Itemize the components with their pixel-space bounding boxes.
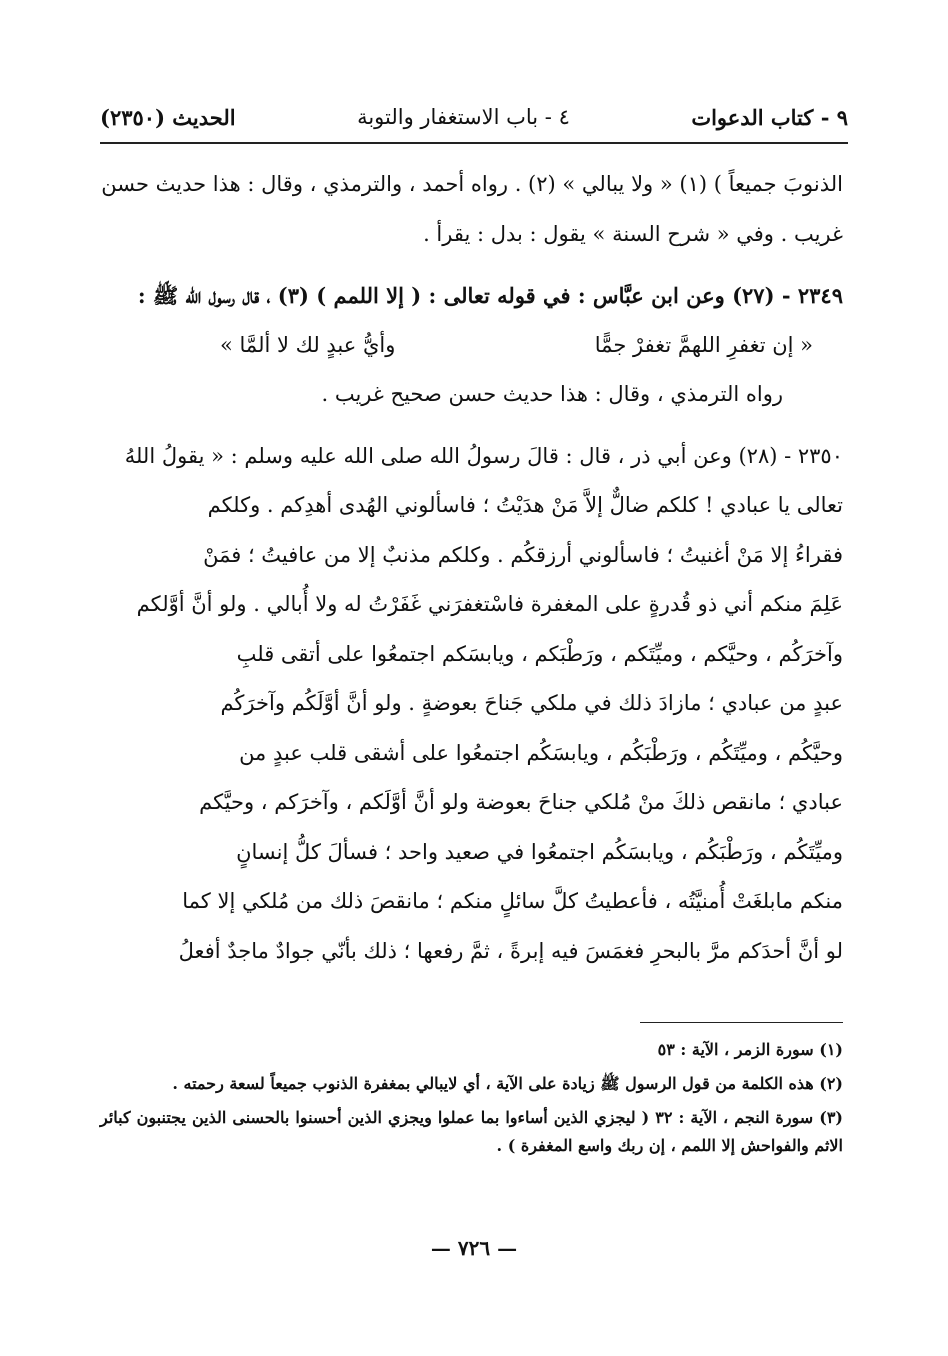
footnote: (٢) هذه الكلمة من قول الرسول ﷺ زيادة على الآية ، أي لايبالي بمغفرة الذنوب جميعاً لسعة رحمته .	[172, 1074, 843, 1093]
chapter-title: ٤ - باب الاستغفار والتوبة	[357, 105, 570, 129]
text-line: الذنوبَ جميعاً ) (١) « ولا يبالي » (٢) . رواه أحمد ، والترمذي ، وقال : هذا حديث حسن	[101, 172, 843, 196]
main-text	[100, 160, 843, 976]
verse-hemistich: وأيُّ عبدٍ لك لا ألمَّا »	[220, 332, 396, 357]
footnote: (١) سورة الزمر ، الآية : ٥٣	[657, 1040, 843, 1059]
text-line: غريب . وفي « شرح السنة » يقول : بدل : يقرأ .	[423, 221, 843, 246]
page-number: — ٧٢٦ —	[430, 1236, 518, 1260]
hadith-2350-line: وحيَّكُم ، وميِّتَكُم ، ورَطْبَكُم ، ويابسَكُم اجتمعُوا على أشقى قلب عبدٍ من	[239, 740, 843, 765]
hadith-2350-line: ٢٣٥٠ - (٢٨) وعن أبي ذر ، قال : قالَ رسولُ الله صلى الله عليه وسلم : « يقولُ اللهُ	[124, 443, 843, 468]
footnotes	[100, 1036, 843, 1166]
hadith-2350-line: لو أنَّ أحدَكم مرَّ بالبحرِ فغمَسَ فيه إبرةً ، ثمَّ رفعها ؛ ذلك بأنّي جوادٌ ماجدٌ أفعلُ	[178, 938, 843, 963]
poem-verse	[100, 321, 843, 371]
hadith-2350-line: وميِّتَكُم ، ورَطْبَكُم ، ويابسَكُم اجتمعُوا في صعيد واحد ؛ فسألَ كلُّ إنسانٍ	[236, 839, 843, 864]
book-title: ٩ - كتاب الدعوات	[691, 104, 848, 130]
hadith-2349-intro: ٢٣٤٩ - (٢٧) وعن ابن عبَّاس : في قوله تعالى : ( إلا اللمم ) (٣) ، قال رسول الله ﷺ :	[137, 283, 843, 308]
hadith-2349-source: رواه الترمذي ، وقال : هذا حديث حسن صحيح غريب .	[321, 382, 783, 406]
hadith-2350-line: منكم مابلغَتْ أُمنيَّتُه ، فأعطيتُ كلَّ سائلٍ منكم ؛ مانقصَ ذلك من مُلكي إلا كما	[182, 889, 843, 913]
hadith-2350-line: عبادي ؛ مانقص ذلكَ منْ مُلكي جناحَ بعوضة ولو أنَّ أوَّلَكم ، وآخرَكم ، وحيَّكم	[199, 790, 843, 814]
footnote: (٣) سورة النجم ، الآية : ٣٢ ( ليجزي الذين أساءوا بما عملوا ويجزي الذين أحسنوا بالحسنى الذين يجتنبون كبائر الاثم والفواحش إلا اللمم ، إن ربك واسع المغفرة ) .	[100, 1108, 843, 1155]
running-header	[100, 92, 848, 144]
footnote-divider	[640, 1022, 843, 1023]
hadith-reference: الحديث (٢٣٥٠)	[100, 104, 236, 130]
verse-hemistich: « إن تغفرِ اللهمَّ تغفرْ جمًّا	[594, 332, 813, 357]
hadith-2350-line: وآخرَكُم ، وحيَّكم ، وميِّتَكم ، ورَطْبَكم ، ويابسَكم اجتمعُوا على أتقى قلبِ	[236, 641, 843, 666]
hadith-2350-line: عَلِمَ منكم أني ذو قُدرةٍ على المغفرة فاسْتغفرَني غَفَرْتُ له ولا أُبالي . ولو أنَّ أوَّلكم	[136, 592, 843, 616]
hadith-2350-line: عبدٍ من عبادي ؛ مازادَ ذلك في ملكي جَناحَ بعوضةٍ . ولو أنَّ أوَّلَكُم وآخرَكُم	[220, 691, 843, 715]
hadith-2350-line: تعالى يا عبادي ! كلكم ضالٌّ إلاَّ مَنْ هدَيْتُ ؛ فاسألوني الهُدى أهدِكم . وكلكم	[207, 493, 843, 517]
hadith-2350-line: فقراءُ إلا مَنْ أغنيتُ ؛ فاسألوني أرزقكُم . وكلكم مذنبٌ إلا من عافيتُ ؛ فمَنْ	[203, 542, 843, 567]
